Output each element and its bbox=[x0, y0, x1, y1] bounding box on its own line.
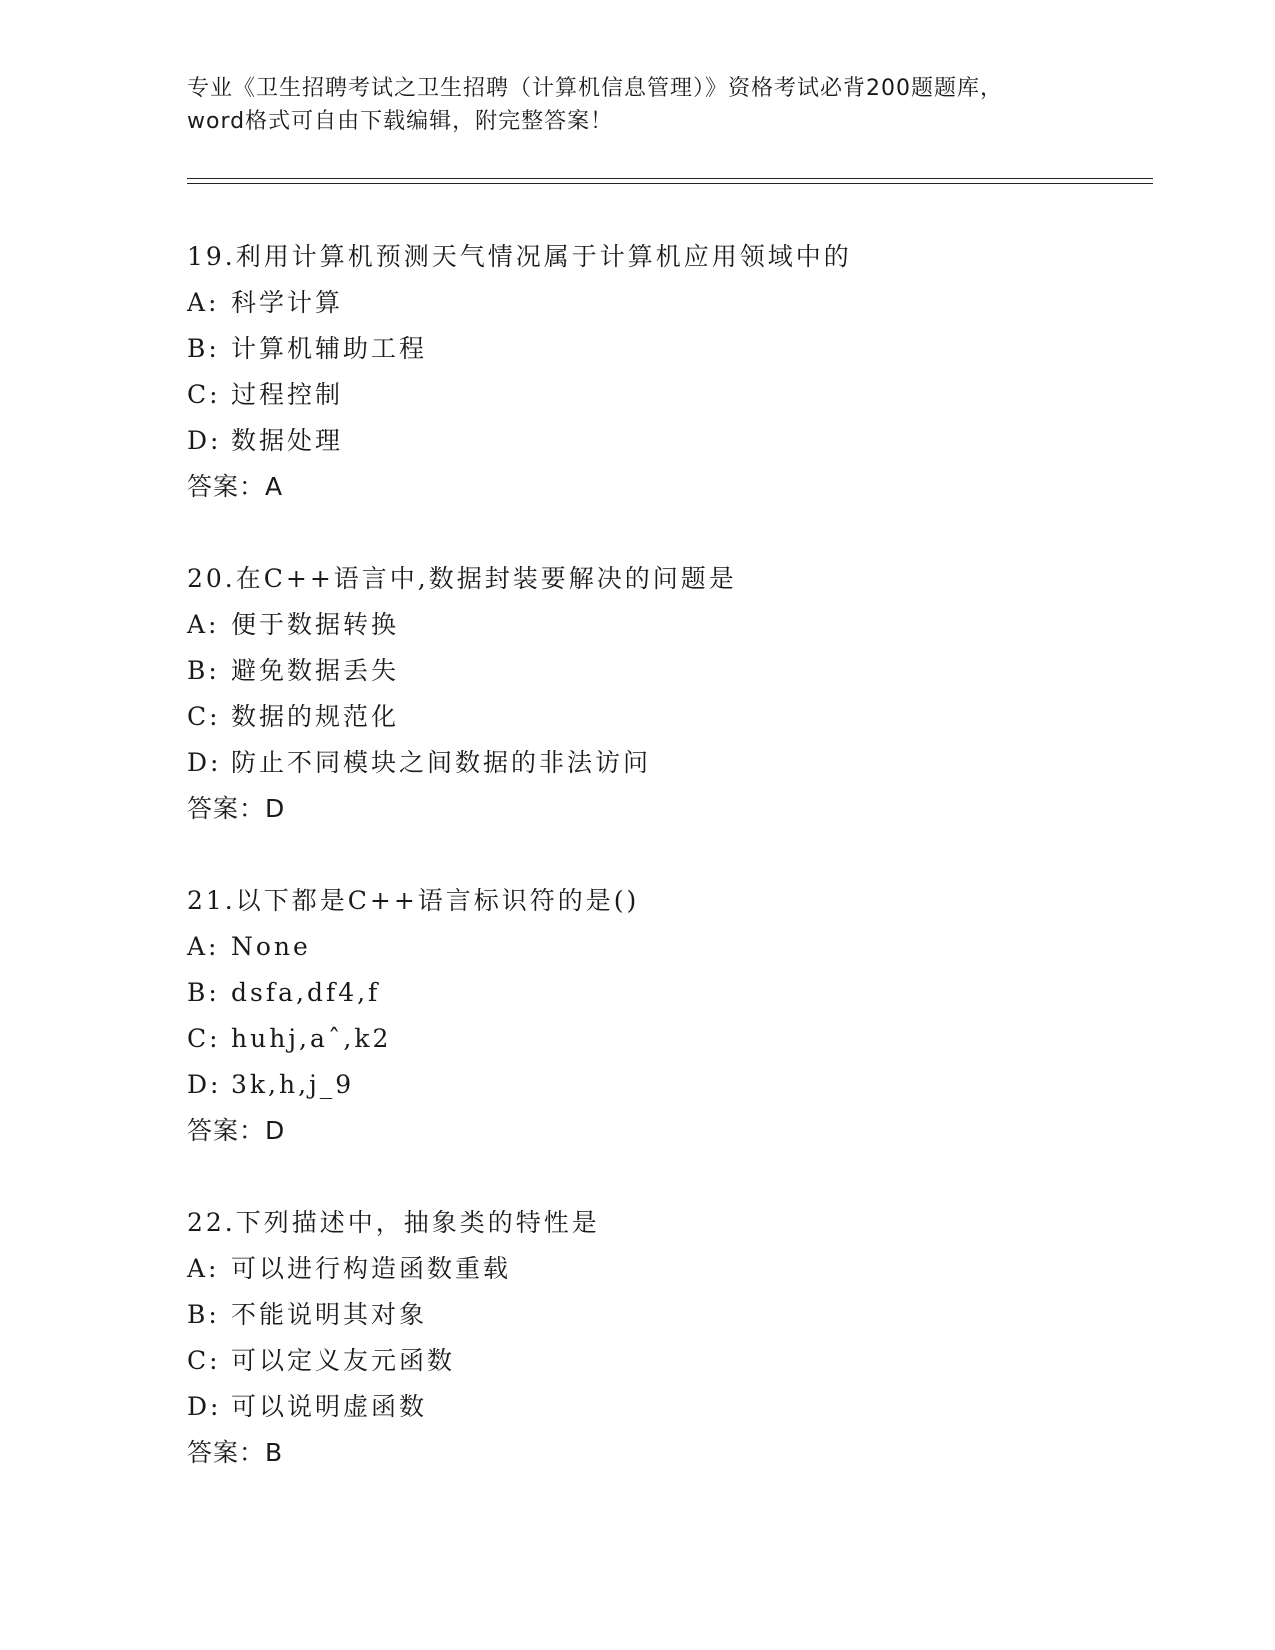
option-c bbox=[187, 372, 1147, 418]
option-d bbox=[187, 1062, 1147, 1108]
option-letter: B: bbox=[187, 656, 220, 685]
answer-line: 答案：D bbox=[187, 1116, 286, 1145]
option-text: None bbox=[231, 932, 311, 961]
answer-line: 答案：B bbox=[187, 1438, 284, 1467]
option-letter: D: bbox=[187, 1070, 222, 1099]
header-divider-top bbox=[187, 178, 1153, 179]
option-text: 防止不同模块之间数据的非法访问 bbox=[231, 748, 652, 777]
option-text: 计算机辅助工程 bbox=[231, 334, 428, 363]
option-letter: C: bbox=[187, 1346, 221, 1375]
option-text: 可以进行构造函数重载 bbox=[231, 1254, 512, 1283]
option-b bbox=[187, 1292, 1147, 1338]
option-text: 过程控制 bbox=[231, 380, 344, 409]
option-letter: D: bbox=[187, 426, 222, 455]
header-line-2: word格式可自由下载编辑，附完整答案！ bbox=[187, 109, 614, 134]
option-text: 便于数据转换 bbox=[231, 610, 400, 639]
option-text: 数据处理 bbox=[231, 426, 344, 455]
option-b bbox=[187, 970, 1147, 1016]
question-22 bbox=[187, 1200, 1147, 1476]
option-letter: C: bbox=[187, 702, 221, 731]
answer-line: 答案：A bbox=[187, 472, 284, 501]
option-text: 数据的规范化 bbox=[231, 702, 400, 731]
option-letter: A: bbox=[187, 932, 220, 961]
option-text: 科学计算 bbox=[231, 288, 344, 317]
question-text: 20.在C++语言中,数据封装要解决的问题是 bbox=[187, 564, 737, 593]
option-text: 避免数据丢失 bbox=[231, 656, 400, 685]
question-19 bbox=[187, 234, 1147, 510]
option-text: 可以说明虚函数 bbox=[231, 1392, 428, 1421]
question-21 bbox=[187, 878, 1147, 1154]
option-text: dsfa,df4,f bbox=[231, 978, 381, 1007]
option-letter: B: bbox=[187, 978, 220, 1007]
option-letter: D: bbox=[187, 1392, 222, 1421]
option-c bbox=[187, 694, 1147, 740]
option-a bbox=[187, 602, 1147, 648]
option-a bbox=[187, 924, 1147, 970]
question-text: 21.以下都是C++语言标识符的是() bbox=[187, 886, 640, 915]
option-c bbox=[187, 1016, 1147, 1062]
option-text: 不能说明其对象 bbox=[231, 1300, 428, 1329]
question-text: 19.利用计算机预测天气情况属于计算机应用领域中的 bbox=[187, 242, 852, 271]
document-header bbox=[187, 72, 1087, 138]
option-letter: C: bbox=[187, 380, 221, 409]
option-letter: D: bbox=[187, 748, 222, 777]
option-letter: A: bbox=[187, 1254, 220, 1283]
option-d bbox=[187, 1384, 1147, 1430]
option-letter: A: bbox=[187, 288, 220, 317]
header-divider-bottom bbox=[187, 183, 1153, 184]
option-b bbox=[187, 326, 1147, 372]
option-c bbox=[187, 1338, 1147, 1384]
option-letter: A: bbox=[187, 610, 220, 639]
option-a bbox=[187, 280, 1147, 326]
option-d bbox=[187, 740, 1147, 786]
option-b bbox=[187, 648, 1147, 694]
option-a bbox=[187, 1246, 1147, 1292]
option-letter: B: bbox=[187, 1300, 220, 1329]
question-list bbox=[187, 234, 1147, 1522]
option-letter: C: bbox=[187, 1024, 221, 1053]
option-text: 3k,h,j_9 bbox=[231, 1070, 355, 1099]
answer-line: 答案：D bbox=[187, 794, 286, 823]
option-d bbox=[187, 418, 1147, 464]
question-text: 22.下列描述中，抽象类的特性是 bbox=[187, 1208, 600, 1237]
option-text: 可以定义友元函数 bbox=[231, 1346, 456, 1375]
question-20 bbox=[187, 556, 1147, 832]
option-text: huhj,aˆ,k2 bbox=[231, 1024, 392, 1053]
option-letter: B: bbox=[187, 334, 220, 363]
header-line-1: 专业《卫生招聘考试之卫生招聘（计算机信息管理）》资格考试必背200题题库， bbox=[187, 76, 1003, 101]
